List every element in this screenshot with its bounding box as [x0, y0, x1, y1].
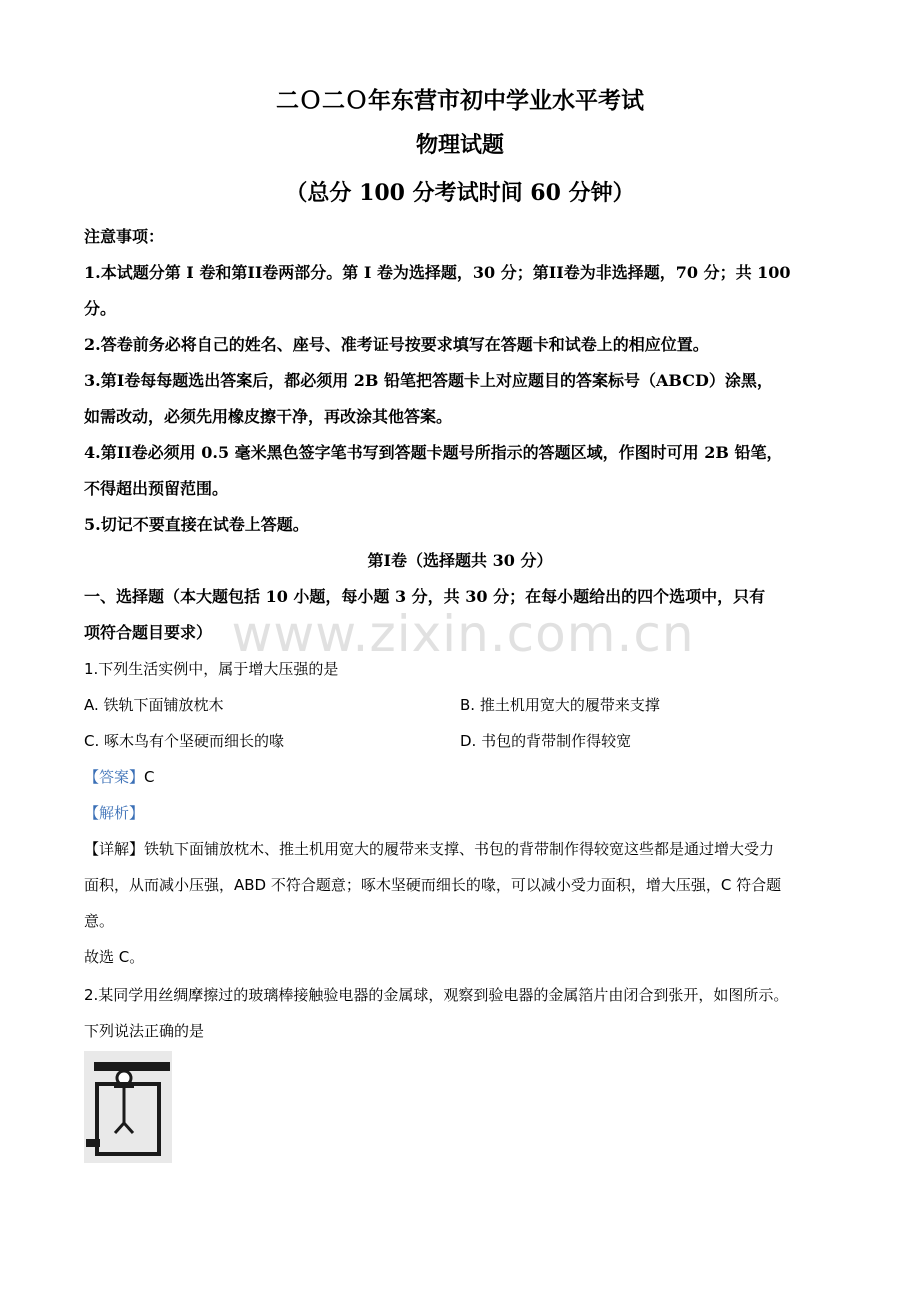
notice-line-4: 4.第II卷必须用 0.5 毫米黑色签字笔书写到答题卡题号所指示的答题区域，作图时可用 2B 铅笔， — [84, 443, 783, 462]
notice-heading: 注意事项： — [84, 227, 165, 246]
q2-stem-line-2: 下列说法正确的是 — [84, 1022, 205, 1040]
notice-line-5: 5.切记不要直接在试卷上答题。 — [84, 515, 309, 534]
section1-instruction-cont: 项符合题目要求） — [84, 623, 213, 642]
exam-duration: （总分 100 分考试时间 60 分钟） — [285, 180, 635, 206]
notice-line-1-cont: 分。 — [84, 299, 117, 318]
answer-tag: 【答案】 — [84, 768, 145, 786]
q1-option-d: D. 书包的背带制作得较宽 — [460, 732, 632, 750]
analysis-tag: 【解析】 — [84, 804, 145, 822]
electroscope-drawing — [84, 1051, 172, 1163]
notice-line-3: 3.第I卷每每题选出答案后，都必须用 2B 铅笔把答题卡上对应题目的答案标号（ABCD）涂黑， — [84, 371, 773, 390]
q1-stem: 1.下列生活实例中，属于增大压强的是 — [84, 660, 339, 678]
q1-conclusion: 故选 C。 — [84, 948, 145, 966]
q1-detail-line-3: 意。 — [84, 912, 115, 930]
q1-option-c: C. 啄木鸟有个坚硬而细长的喙 — [84, 732, 285, 750]
q1-option-b: B. 推土机用宽大的履带来支撑 — [460, 696, 660, 714]
subject-title: 物理试题 — [415, 132, 504, 158]
notice-line-3-cont: 如需改动，必须先用橡皮擦干净，再改涂其他答案。 — [84, 407, 453, 426]
q1-answer-row — [84, 766, 844, 787]
watermark: www.zixin.com.cn — [231, 605, 695, 663]
part1-title: 第I卷（选择题共 30 分） — [367, 551, 553, 570]
section1-instruction: 一、选择题（本大题包括 10 小题，每小题 3 分，共 30 分；在每小题给出的四个选项中，只有 — [84, 587, 766, 606]
electroscope-figure — [84, 1051, 172, 1163]
exam-title: 二Ｏ二Ｏ年东营市初中学业水平考试 — [276, 87, 644, 114]
notice-line-1: 1.本试题分第 I 卷和第II卷两部分。第 I 卷为选择题，30 分；第II卷为非选择题，70 分；共 100 — [84, 263, 791, 282]
notice-line-4-cont: 不得超出预留范围。 — [84, 479, 229, 498]
q1-detail-line-2: 面积，从而减小压强，ABD 不符合题意；啄木坚硬而细长的喙，可以减小受力面积，增大压强，C 符合题 — [84, 876, 782, 894]
q2-stem-line-1: 2.某同学用丝绸摩擦过的玻璃棒接触验电器的金属球，观察到验电器的金属箔片由闭合到张开，如图所示。 — [84, 986, 789, 1004]
q1-detail-line-1: 【详解】铁轨下面铺放枕木、推土机用宽大的履带来支撑、书包的背带制作得较宽这些都是通过增大受力 — [84, 840, 775, 858]
q1-answer: C — [144, 768, 155, 786]
notice-line-2: 2.答卷前务必将自己的姓名、座号、准考证号按要求填写在答题卡和试卷上的相应位置。 — [84, 335, 709, 354]
q1-option-a: A. 铁轨下面铺放枕木 — [84, 696, 224, 714]
